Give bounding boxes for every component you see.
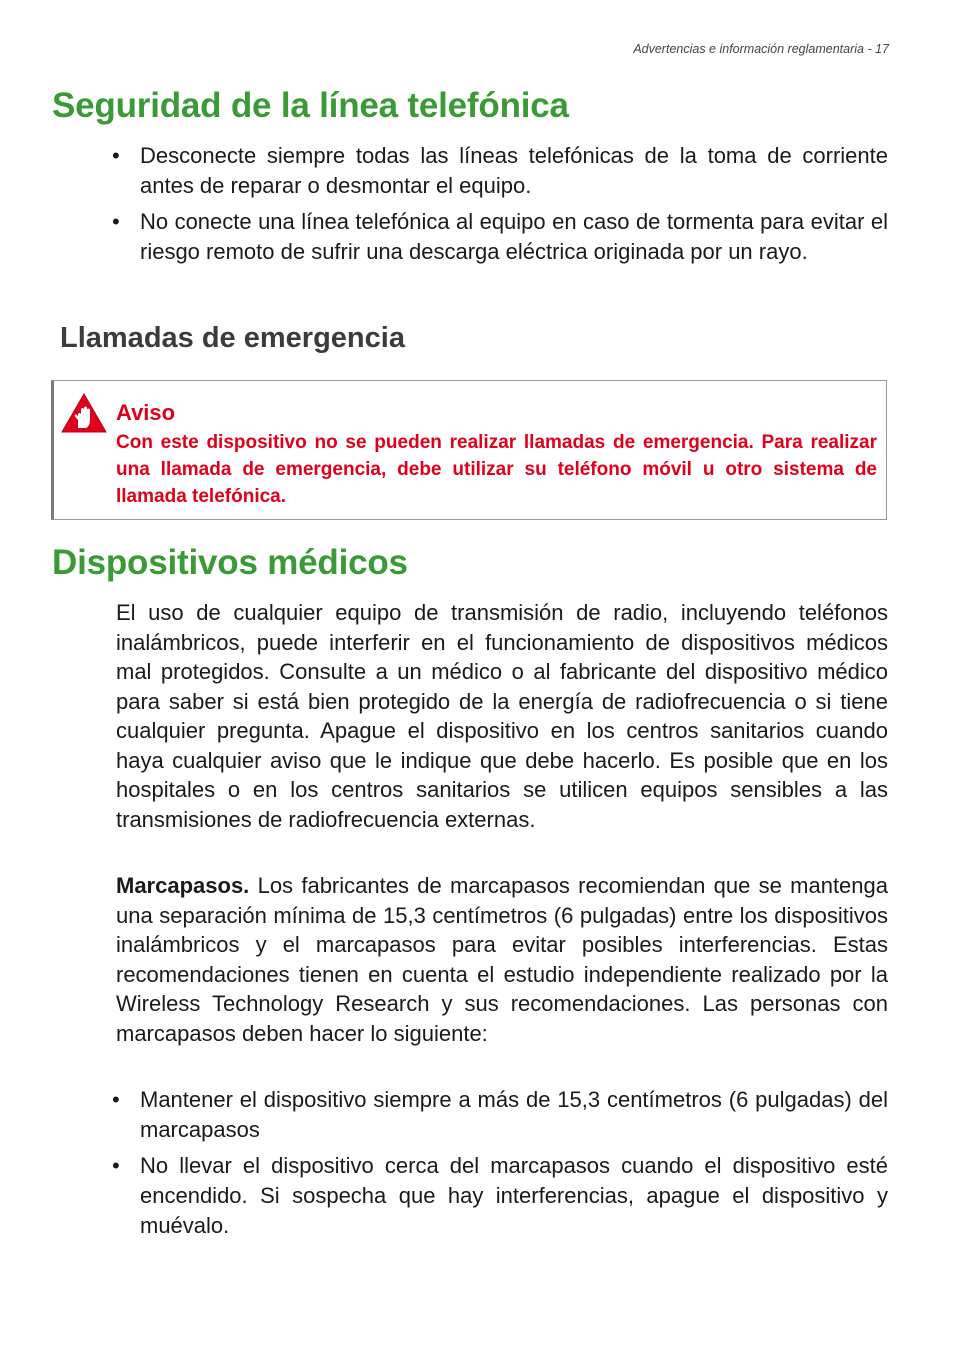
bullet-icon: • [112, 1087, 120, 1112]
pacemaker-text: Los fabricantes de marcapasos recomiendan que se mantenga una separación mínima de 15,3 centímetros (6 pulgadas) entre los dispositivos inalámbricos y el marcapasos para evitar posibles interferencias. Estas recomendaciones tienen en cuenta el estudio independiente realizado por la Wireless Technology Research y sus recomendaciones. Las personas con marcapasos deben hacer lo siguiente: [116, 873, 888, 1046]
pacemaker-label: Marcapasos. [116, 873, 250, 898]
pacemaker-list [112, 1085, 888, 1247]
medical-devices-paragraph: El uso de cualquier equipo de transmisión de radio, incluyendo teléfonos inalámbricos, puede interferir en el funcionamiento de dispositivos médicos mal protegidos. Consulte a un médico o al fabricante del dispositivo médico para saber si está bien protegido de la energía de radiofrecuencia o si tiene cualquier pregunta. Apague el dispositivo en los centros sanitarios cuando haya cualquier aviso que le indique que debe hacerlo. Es posible que en los hospitales o en los centros sanitarios se utilicen equipos sensibles a las transmisiones de radiofrecuencia externas. [116, 600, 888, 832]
list-item-text: Mantener el dispositivo siempre a más de 15,3 centímetros (6 pulgadas) del marcapasos [140, 1087, 888, 1142]
section-title-emergency-calls: Llamadas de emergencia [60, 322, 405, 354]
list-item-text: No llevar el dispositivo cerca del marcapasos cuando el dispositivo esté encendido. Si sospecha que hay interferencias, apague el dispositivo y muévalo. [140, 1153, 888, 1238]
list-item [112, 141, 888, 201]
list-item [112, 1151, 888, 1241]
telephone-safety-list [112, 141, 888, 273]
list-item-text: Desconecte siempre todas las líneas telefónicas de la toma de corriente antes de reparar o desmontar el equipo. [140, 143, 888, 198]
list-item [112, 207, 888, 267]
list-item-text: No conecte una línea telefónica al equipo en caso de tormenta para evitar el riesgo remoto de sufrir una descarga eléctrica originada por un rayo. [140, 209, 888, 264]
section-title-medical-devices: Dispositivos médicos [52, 543, 408, 582]
section-title-telephone-safety: Seguridad de la línea telefónica [52, 86, 569, 125]
notice-title: Aviso [116, 400, 176, 425]
pacemaker-paragraph [116, 871, 888, 1048]
bullet-icon: • [112, 1153, 120, 1178]
running-header: Advertencias e información reglamentaria - 17 [633, 42, 889, 56]
list-item [112, 1085, 888, 1145]
bullet-icon: • [112, 209, 120, 234]
warning-hand-icon [61, 393, 107, 433]
warning-notice-box [51, 380, 887, 520]
bullet-icon: • [112, 143, 120, 168]
notice-text: Con este dispositivo no se pueden realizar llamadas de emergencia. Para realizar una llamada de emergencia, debe utilizar su teléfono móvil u otro sistema de llamada telefónica. [116, 432, 877, 507]
